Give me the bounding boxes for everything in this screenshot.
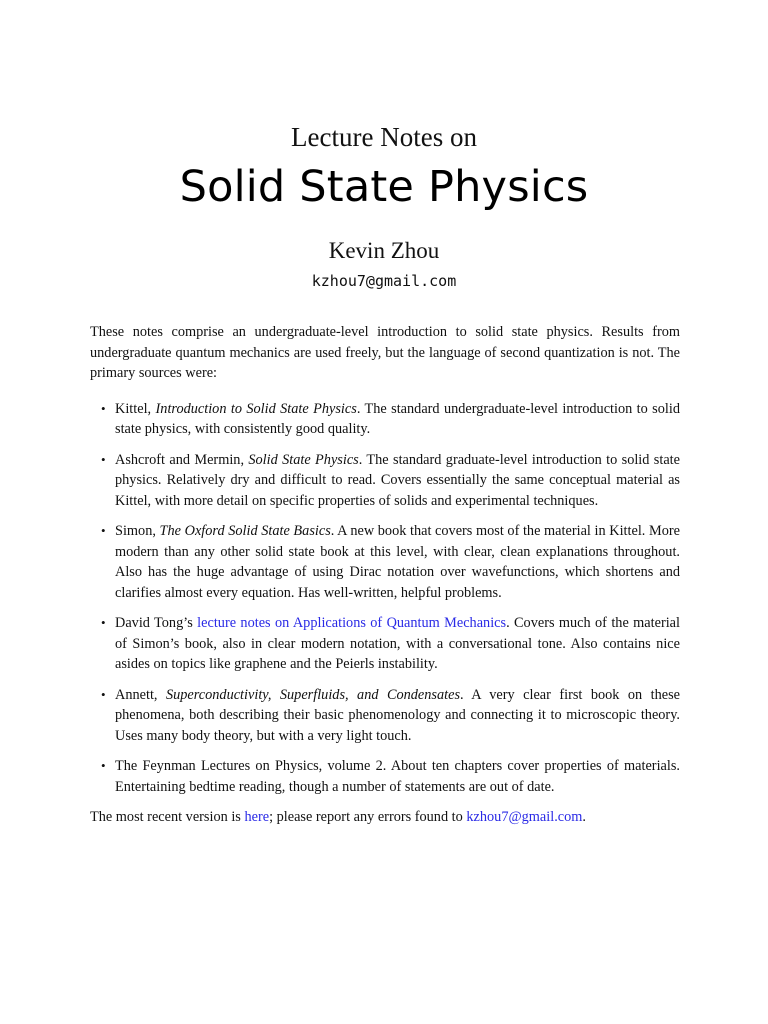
sources-list xyxy=(90,399,680,798)
footer-text-mid: ; please report any errors found to xyxy=(269,809,467,825)
source-author: Annett, xyxy=(115,686,166,703)
source-book-title: Introduction to Solid State Physics xyxy=(155,400,357,417)
author-name: Kevin Zhou xyxy=(328,238,440,263)
document-body xyxy=(90,322,680,828)
source-author: Simon, xyxy=(115,523,160,539)
source-description: . The standard undergraduate-level introduction to solid state physics, with consistently good quality. xyxy=(115,400,680,437)
tong-lecture-notes-link[interactable]: lecture notes on Applications of Quantum Mechanics xyxy=(197,615,507,631)
source-book-title: The Oxford Solid State Basics xyxy=(159,523,331,539)
list-item xyxy=(90,685,680,747)
source-description: . A very clear first book on these phenomena, both describing their basic phenomenology and connecting it to microscopic theory. Uses many body theory, but with a very light touch. xyxy=(115,686,681,744)
source-author: Kittel, xyxy=(115,400,156,417)
document-title: Solid State Physics xyxy=(179,162,589,212)
list-item xyxy=(90,399,680,440)
footer-text-end: . xyxy=(582,809,586,825)
source-description: . Covers much of the material of Simon’s book, also in clear modern notation, with a conversational tone. Also contains nice asides on topics like graphene and the Peierls instability. xyxy=(115,615,680,672)
source-description: The Feynman Lectures on Physics, volume 2. About ten chapters cover properties of materials. Entertaining bedtime reading, though a number of statements are out of date. xyxy=(115,758,680,795)
list-item xyxy=(90,521,680,603)
document-subtitle: Lecture Notes on xyxy=(291,122,477,152)
most-recent-version-link[interactable]: here xyxy=(244,809,270,825)
bullet-icon: • xyxy=(101,523,106,538)
list-item xyxy=(90,756,680,797)
footer-paragraph xyxy=(90,807,680,828)
source-book-title: Solid State Physics xyxy=(248,451,359,468)
bullet-icon: • xyxy=(101,686,106,702)
list-item xyxy=(90,450,680,512)
source-author: Ashcroft and Mermin, xyxy=(115,451,249,468)
source-description: . A new book that covers most of the material in Kittel. More modern than any other solid state book at this level, with clear, clean explanations throughout. Also has the huge advantage of using Dirac notation over wavefunctions, which shortens and clarifies almost every equation. Has well-written, helpful problems. xyxy=(115,523,680,601)
source-author: David Tong’s xyxy=(115,615,198,631)
bullet-icon: • xyxy=(101,400,106,416)
source-book-title: Superconductivity, Superfluids, and Condensates xyxy=(165,686,461,703)
contact-email-link[interactable]: kzhou7@gmail.com xyxy=(466,809,583,825)
intro-paragraph: These notes comprise an undergraduate-level introduction to solid state physics. Results from undergraduate quantum mechanics are used freely, but the language of second quantization is not. The primary sources were: xyxy=(90,324,680,381)
bullet-icon: • xyxy=(101,758,106,773)
bullet-icon: • xyxy=(101,615,106,630)
bullet-icon: • xyxy=(101,451,106,467)
list-item xyxy=(90,613,680,675)
author-email: kzhou7@gmail.com xyxy=(311,272,457,290)
footer-text-pre: The most recent version is xyxy=(90,809,245,825)
source-description: . The standard graduate-level introduction to solid state physics. Relatively dry and difficult to read. Covers essentially the same conceptual material as Kittel, with more detail on specific properties of solids and experimental techniques. xyxy=(115,451,680,509)
